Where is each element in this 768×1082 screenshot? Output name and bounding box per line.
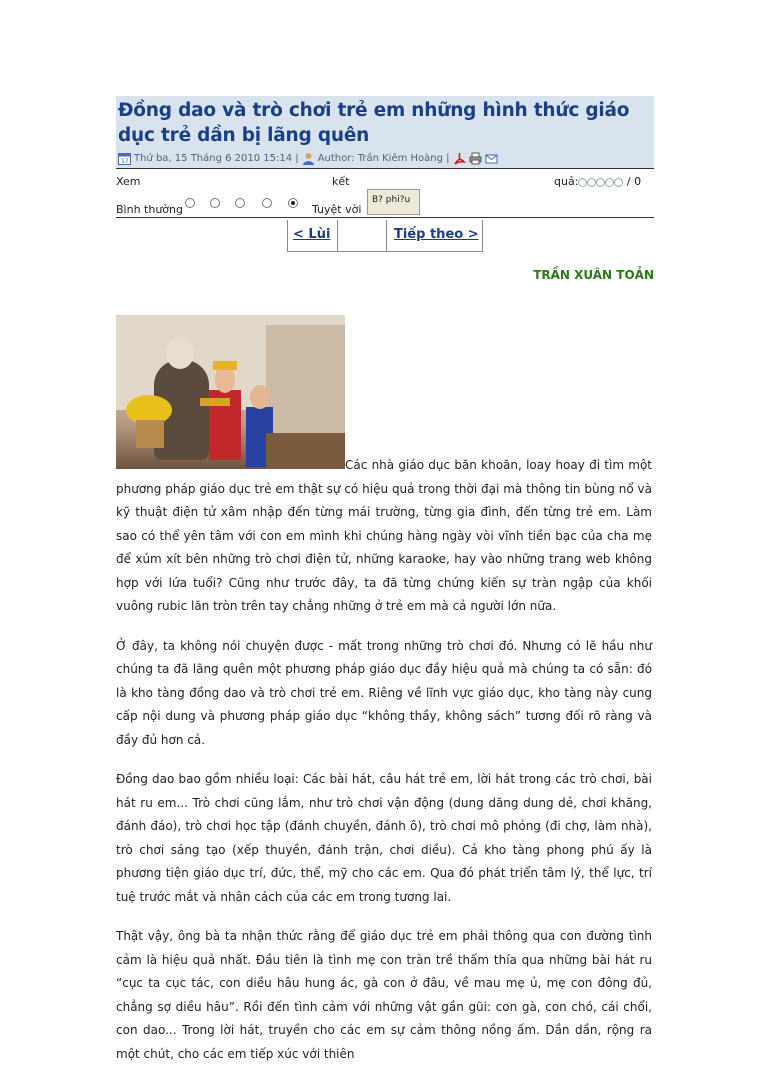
article-container: [116, 96, 654, 1061]
star-icon: [614, 178, 623, 187]
rating-stars: [578, 178, 623, 187]
star-icon: [587, 178, 596, 187]
prev-link[interactable]: < Lùi: [293, 227, 331, 242]
pagination: [116, 220, 654, 254]
rating-summary: [116, 169, 654, 189]
rating-radio-1[interactable]: [185, 198, 195, 208]
rating-excellent-label: Tuyệt vời: [312, 203, 362, 216]
star-icon: [578, 178, 587, 187]
rating-form: [116, 189, 654, 217]
svg-text:17: 17: [121, 158, 129, 165]
rating-score-value: / 0: [626, 175, 642, 188]
print-icon[interactable]: [469, 152, 482, 165]
rating-result-label: kết: [332, 175, 350, 188]
nav-prev-cell: [287, 220, 338, 252]
rating-score: [554, 175, 641, 188]
star-icon: [596, 178, 605, 187]
rating-radio-3[interactable]: [235, 198, 245, 208]
article-paragraph: Đồng dao bao gồm nhiều loại: Các bài hát, câu hát trẻ em, lời hát trong các trò chơi, bài hát ru em... Trò chơi cũng lắm, như trò chơi vận động (dung dăng dung dẻ, chơi khăng, đánh đáo), trò chơi học tập (đánh chuyền, đánh ô), trò chơi mô phỏng (đi chợ, làm nhà), trò chơi sáng tạo (xếp thuyền, đánh trận, chơi diều). Cả kho tàng phong phú ấy là phương tiện giáo dục trí, đức, thể, mỹ cho các em. Qua đó phát triển tâm lý, thể lực, trí tuệ trước mắt và nhân cách của các em trong tương lai.: [116, 772, 652, 904]
article-photo: [116, 315, 345, 469]
article-paragraph: Thật vậy, ông bà ta nhận thức rằng để giáo dục trẻ em phải thông qua con đường tình cảm là hiệu quả nhất. Đầu tiên là tình mẹ con tràn trề thấm thía qua những bài hát ru “cục ta cục tác, con diều hâu hung ác, gà con ở đâu, về mau mẹ ủ, mẹ con đông đủ, chẳng sợ diều hâu”. Rồi đến tình cảm với những vật gần gũi: con gà, con chó, cái chổi, con dao... Trong lời hát, truyền cho các em sự cảm thông nồng ấm. Dần dần, rộng ra một chút, cho các em tiếp xúc với thiên: [116, 929, 652, 1061]
rating-radio-4[interactable]: [262, 198, 272, 208]
article-body: [116, 454, 652, 1082]
next-link[interactable]: Tiếp theo >: [394, 227, 479, 242]
article-header: [116, 96, 654, 168]
star-icon: [605, 178, 614, 187]
article-meta: [118, 148, 652, 167]
article-author: Author: Trần Kiêm Hoàng |: [317, 153, 450, 164]
rating-radio-2[interactable]: [210, 198, 220, 208]
user-icon: [302, 152, 315, 165]
pdf-icon[interactable]: [453, 152, 466, 165]
nav-next-cell: [386, 220, 483, 252]
article-paragraph: Ở đây, ta không nói chuyện được - mất trong những trò chơi đó. Nhưng có lẽ hầu như chúng ta đã lãng quên một phương pháp giáo dục đầy hiệu quả mà chúng ta có sẵn: đó là kho tàng đồng dao và trò chơi trẻ em. Riêng về lĩnh vực giáo dục, kho tàng này cung cấp nội dung và phương pháp giáo dục “không thầy, không sách” tương đối rõ ràng và đầy đủ hơn cả.: [116, 638, 652, 747]
rating-radio-5[interactable]: [288, 198, 298, 208]
article-date: Thứ ba, 15 Tháng 6 2010 15:14 |: [134, 153, 299, 164]
article-paragraph: Các nhà giáo dục băn khoăn, loay hoay đi tìm một phương pháp giáo dục trẻ em thật sự có hiệu quả trong thời đại mà thông tin bùng nổ và kỹ thuật điện tử xâm nhập đến từng mái trường, từng gia đình, đến từng trẻ em. Làm sao có thể yên tâm với con em mình khi chúng hàng ngày vòi vĩnh tiền bạc của cha mẹ để xúm xít bên những trò chơi điện tử, những karaoke, hay vào những trang web không hợp với lứa tuổi? Cũng như trước đây, ta đã từng chứng kiến sự tràn ngập của khối vuông rubic lăn tròn trên tay chẳng những ở trẻ em mà cả người lớn nữa.: [116, 458, 652, 613]
article-title: Đồng dao và trò chơi trẻ em những hình thức giáo dục trẻ dần bị lãng quên: [118, 100, 630, 146]
calendar-icon: [118, 152, 131, 165]
rating-divider: [116, 217, 654, 218]
rating-view-label: Xem: [116, 175, 141, 188]
article-byline: TRẦN XUÂN TOẢN: [533, 268, 654, 282]
nav-blank-cell: [337, 220, 387, 252]
vote-button[interactable]: B? phi?u: [367, 189, 420, 215]
email-icon[interactable]: [485, 152, 498, 165]
rating-normal-label: Bình thường: [116, 203, 183, 216]
rating-score-label: quả:: [554, 175, 579, 188]
